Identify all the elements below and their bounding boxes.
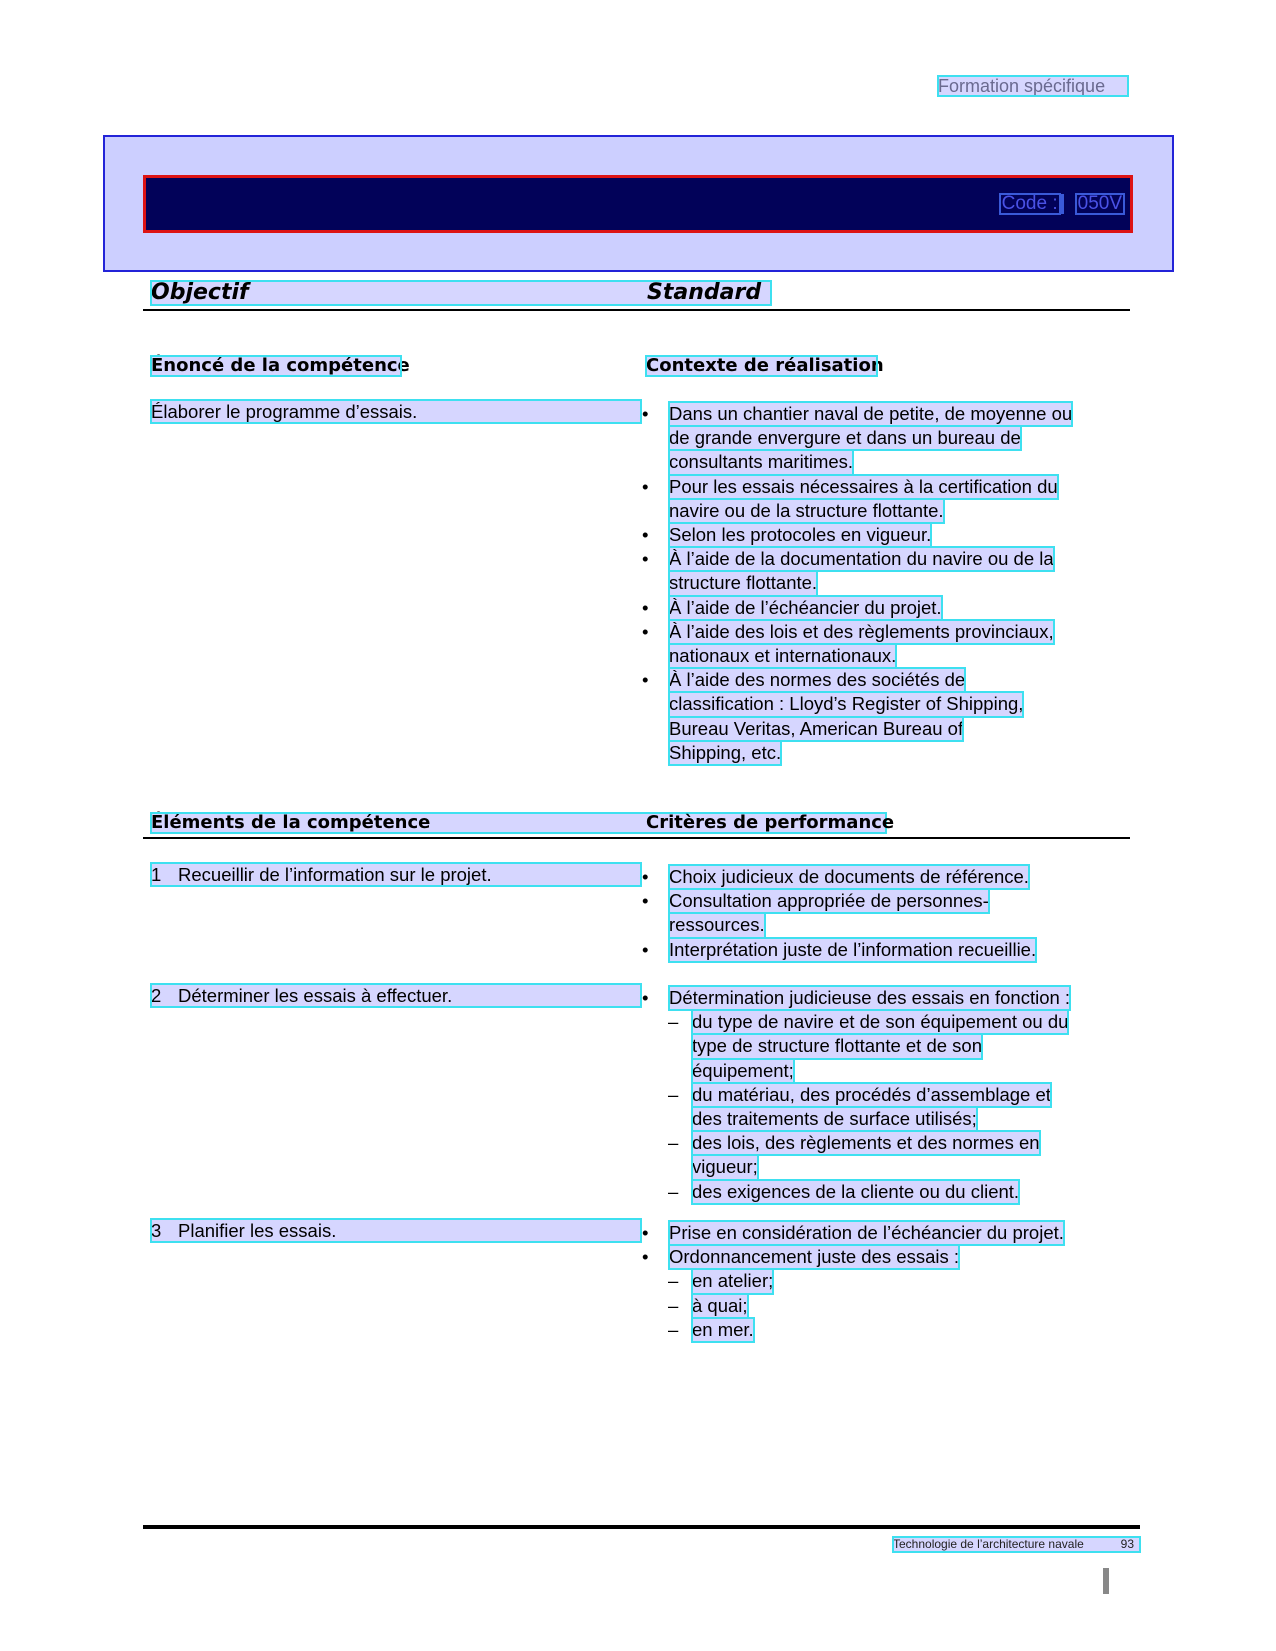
bullet: •	[642, 620, 649, 642]
list-item-line: des lois, des règlements et des normes en	[692, 1131, 1040, 1155]
element-row	[151, 1219, 641, 1242]
list-item	[642, 547, 1072, 595]
section-heading-row	[151, 281, 771, 305]
list-item-line: Consultation appropriée de personnes-	[669, 889, 989, 913]
list-item-line: des traitements de surface utilisés;	[692, 1107, 977, 1131]
list-item-line: nationaux et internationaux.	[669, 644, 896, 668]
list-item-line: À l’aide des normes des sociétés de	[669, 668, 965, 692]
elements-rule	[143, 837, 1130, 839]
element-row	[151, 984, 641, 1007]
list-item-line: Détermination judicieuse des essais en fonction :	[669, 986, 1070, 1010]
list-item-line: vigueur;	[692, 1155, 758, 1179]
list-item	[642, 986, 1070, 1010]
list-item-line: Bureau Veritas, American Bureau of	[669, 717, 963, 741]
module-code-label: Code :	[1001, 193, 1058, 214]
bullet: •	[642, 524, 649, 546]
sub-list-item	[642, 1083, 1070, 1131]
footer	[893, 1537, 1140, 1552]
list-item-line: du matériau, des procédés d’assemblage et	[692, 1083, 1051, 1107]
list-item	[642, 402, 1072, 475]
change-bar	[1103, 1568, 1109, 1594]
list-item-line: Ordonnancement juste des essais :	[669, 1245, 959, 1269]
element-label: Déterminer les essais à effectuer.	[178, 985, 453, 1006]
module-banner	[103, 135, 1174, 272]
list-item-line: consultants maritimes.	[669, 450, 853, 474]
list-item-line: À l’aide des lois et des règlements provinciaux,	[669, 620, 1054, 644]
bullet: •	[642, 1222, 649, 1243]
sub-list-item	[642, 1294, 1064, 1318]
list-item-line: Interprétation juste de l’information recueillie.	[669, 938, 1036, 962]
bullet: •	[642, 938, 649, 960]
sub-list-item	[642, 1131, 1070, 1179]
list-item-line: À l’aide de l’échéancier du projet.	[669, 596, 942, 620]
list-item-line: type de structure flottante et de son	[692, 1034, 982, 1058]
list-item-line: en mer.	[692, 1318, 754, 1342]
module-code	[1000, 194, 1124, 214]
list-item	[642, 1245, 1064, 1269]
context-heading: Contexte de réalisation	[646, 355, 884, 376]
criteria-list	[642, 986, 1070, 1204]
list-item-line: classification : Lloyd’s Register of Shipping,	[669, 692, 1023, 716]
list-item-line: Dans un chantier naval de petite, de moyenne ou	[669, 402, 1072, 426]
list-item-line: Choix judicieux de documents de référence.	[669, 865, 1029, 889]
element-number: 2	[151, 985, 162, 1006]
list-item-line: en atelier;	[692, 1269, 773, 1293]
dash-bullet: –	[668, 1270, 679, 1292]
section-rule	[143, 309, 1130, 311]
list-item-line: de grande envergure et dans un bureau de	[669, 426, 1021, 450]
sub-list-item	[642, 1180, 1070, 1204]
bullet: •	[642, 548, 649, 570]
element-row	[151, 863, 641, 886]
elements-heading: Éléments de la compétence	[151, 812, 431, 833]
running-header: Formation spécifique	[938, 76, 1128, 96]
dash-bullet: –	[668, 1294, 679, 1316]
list-item-line: Selon les protocoles en vigueur.	[669, 523, 931, 547]
list-item	[642, 596, 1072, 620]
list-item-line: des exigences de la cliente ou du client.	[692, 1180, 1019, 1204]
footer-rule	[143, 1525, 1140, 1529]
bullet: •	[642, 669, 649, 691]
element-label: Planifier les essais.	[178, 1220, 337, 1241]
elements-heading-row	[151, 812, 895, 833]
list-item-line: À l’aide de la documentation du navire ou de la	[669, 547, 1054, 571]
bullet: •	[642, 1246, 649, 1268]
criteria-list	[642, 865, 1036, 962]
bullet: •	[642, 987, 649, 1008]
module-code-value: 050V	[1077, 193, 1122, 214]
list-item-line: Shipping, etc.	[669, 741, 781, 765]
code-separator	[1060, 194, 1064, 214]
bullet: •	[642, 866, 649, 887]
list-item-line: ressources.	[669, 913, 765, 937]
criteria-list	[642, 1221, 1064, 1342]
objective-heading: Objectif	[151, 280, 249, 305]
module-banner-title-bar	[143, 175, 1133, 233]
list-item-line: Prise en considération de l’échéancier du projet.	[669, 1221, 1064, 1245]
dash-bullet: –	[668, 1011, 679, 1033]
competence-statement: Élaborer le programme d’essais.	[151, 400, 641, 423]
bullet: •	[642, 403, 649, 424]
bullet: •	[642, 475, 649, 497]
list-item	[642, 620, 1072, 668]
list-item	[642, 938, 1036, 962]
criteria-heading: Critères de performance	[646, 812, 895, 833]
list-item	[642, 523, 1072, 547]
bullet: •	[642, 596, 649, 618]
standard-heading: Standard	[647, 280, 762, 305]
dash-bullet: –	[668, 1318, 679, 1340]
bullet: •	[642, 890, 649, 912]
sub-list-item	[642, 1318, 1064, 1342]
list-item	[642, 865, 1036, 889]
list-item	[642, 889, 1036, 937]
list-item	[642, 1221, 1064, 1245]
statement-heading: Énoncé de la compétence	[151, 355, 410, 376]
element-label: Recueillir de l’information sur le projet.	[178, 864, 492, 885]
context-list	[642, 402, 1072, 765]
list-item-line: structure flottante.	[669, 571, 817, 595]
list-item-line: Pour les essais nécessaires à la certification du	[669, 475, 1058, 499]
dash-bullet: –	[668, 1083, 679, 1105]
sub-list-item	[642, 1269, 1064, 1293]
dash-bullet: –	[668, 1180, 679, 1202]
list-item	[642, 668, 1072, 765]
list-item	[642, 475, 1072, 523]
list-item-line: navire ou de la structure flottante.	[669, 499, 944, 523]
element-number: 1	[151, 864, 162, 885]
element-number: 3	[151, 1220, 162, 1241]
sub-list-item	[642, 1010, 1070, 1083]
list-item-line: équipement;	[692, 1059, 794, 1083]
list-item-line: du type de navire et de son équipement ou du	[692, 1010, 1068, 1034]
page-number: 93	[1120, 1537, 1134, 1551]
dash-bullet: –	[668, 1132, 679, 1154]
list-item-line: à quai;	[692, 1294, 748, 1318]
footer-title: Technologie de l’architecture navale	[893, 1537, 1084, 1551]
